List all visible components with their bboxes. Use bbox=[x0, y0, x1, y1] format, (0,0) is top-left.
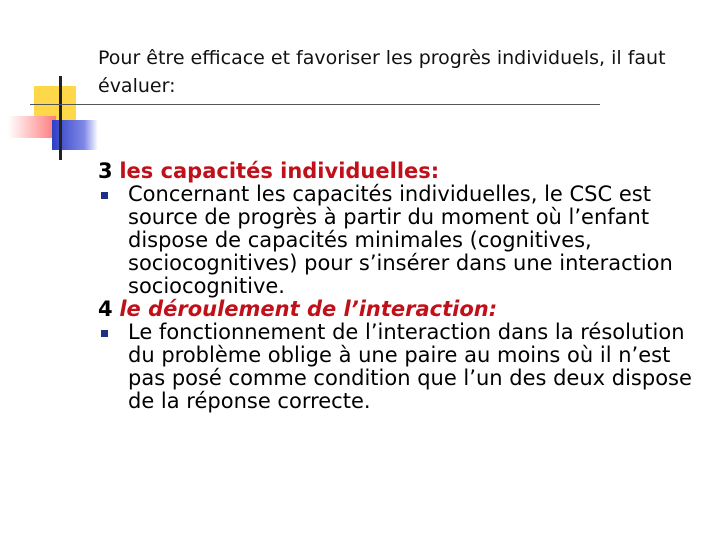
bullet-text: Le fonctionnement de l’interaction dans la résolution du problème oblige à une paire au moins où il n’est pas posé comme condition que l’un des deux dispose de la réponse correcte. bbox=[128, 320, 692, 413]
item-heading-3 bbox=[98, 160, 708, 183]
square-bullet-icon bbox=[101, 330, 108, 337]
item-heading-text: les capacités individuelles: bbox=[119, 159, 440, 183]
item-number: 4 bbox=[98, 297, 113, 321]
square-bullet-icon bbox=[101, 192, 108, 199]
slide-title: Pour être efficace et favoriser les progrès individuels, il faut évaluer: bbox=[98, 47, 666, 97]
item-heading-4 bbox=[98, 298, 708, 321]
list-item bbox=[98, 183, 708, 298]
title-divider-line bbox=[30, 104, 600, 105]
decor-red-bar bbox=[8, 116, 56, 138]
item-heading-text: le déroulement de l’interaction: bbox=[119, 297, 498, 321]
slide-body bbox=[98, 160, 708, 413]
bullet-text: Concernant les capacités individuelles, le CSC est source de progrès à partir du moment où l’enfant dispose de capacités minimales (cognitives, sociocognitives) pour s’insérer dans une interaction sociocognitive. bbox=[128, 182, 673, 298]
list-item bbox=[98, 321, 708, 413]
item-number: 3 bbox=[98, 159, 113, 183]
decor-vertical-line bbox=[59, 76, 62, 160]
